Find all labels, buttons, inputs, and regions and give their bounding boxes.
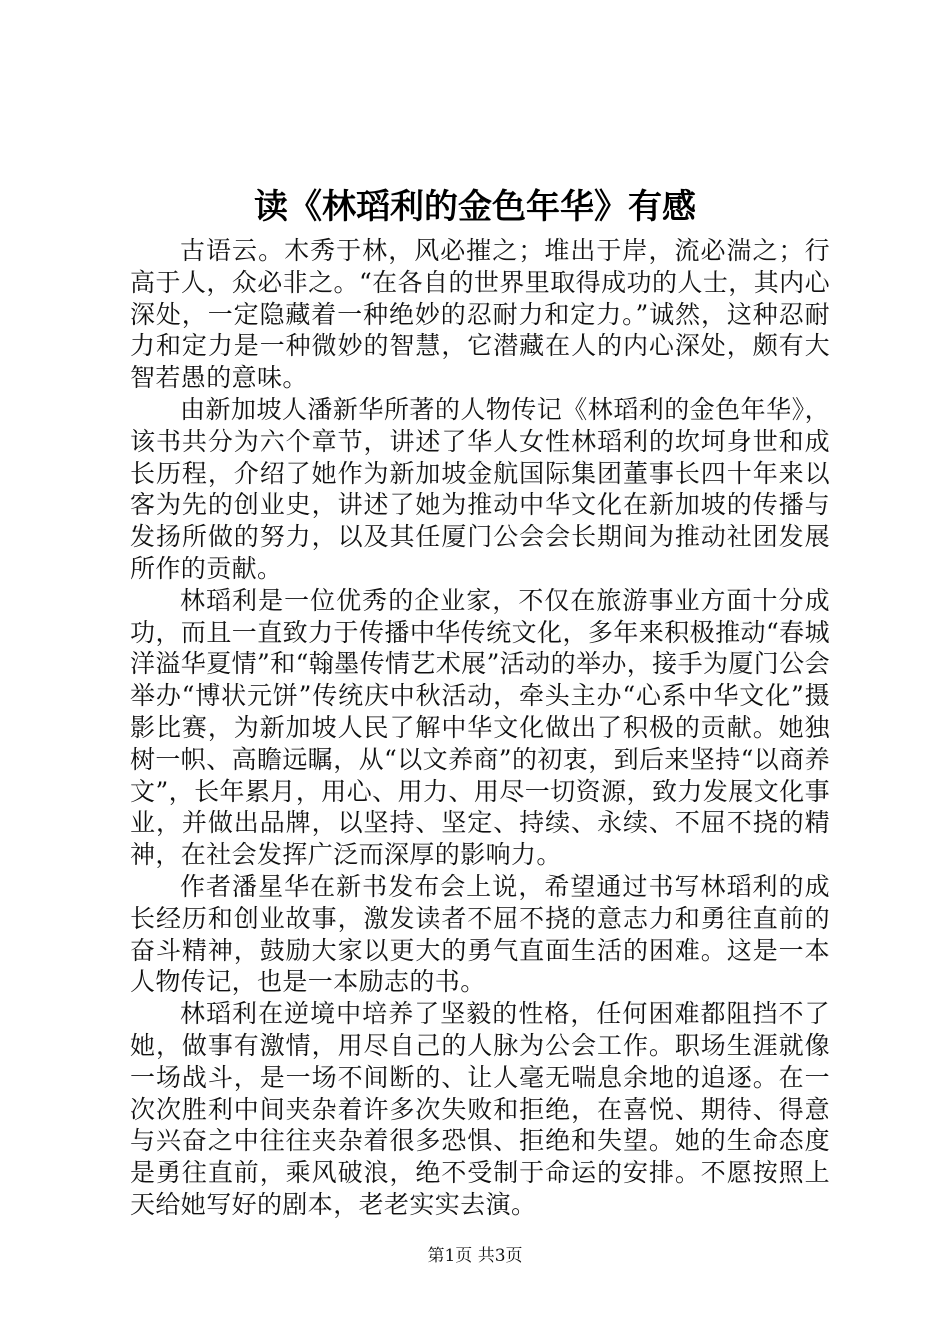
paragraph-2: 由新加坡人潘新华所著的人物传记《林瑫利的金色年华》，该书共分为六个章节，讲述了华人女性林瑫利的坎坷身世和成长历程，介绍了她作为新加坡金航国际集团董事长四十年来以客为先的创业史，讲述了她为推动中华文化在新加坡的传播与发扬所做的努力，以及其任厦门公会会长期间为推动社团发展所作的贡献。 [130,394,830,583]
document-body [130,235,830,1221]
document-title: 读《林瑫利的金色年华》有感 [254,187,696,227]
page-indicator: 第1页 共3页 [427,1246,523,1266]
page-footer [0,1244,950,1268]
paragraph-5: 林瑫利在逆境中培养了坚毅的性格，任何困难都阻挡不了她，做事有激情，用尽自己的人脉为公会工作。职场生涯就像一场战斗，是一场不间断的、让人毫无喘息余地的追逐。在一次次胜利中间夹杂着许多次失败和拒绝，在喜悦、期待、得意与兴奋之中往往夹杂着很多恐惧、拒绝和失望。她的生命态度是勇往直前，乘风破浪，绝不受制于命运的安排。不愿按照上天给她写好的剧本，老老实实去演。 [130,999,830,1219]
paragraph-3: 林瑫利是一位优秀的企业家，不仅在旅游事业方面十分成功，而且一直致力于传播中华传统文化，多年来积极推动“春城洋溢华夏情”和“翰墨传情艺术展”活动的举办，接手为厦门公会举办“博状元饼”传统庆中秋活动，牵头主办“心系中华文化”摄影比赛，为新加坡人民了解中华文化做出了积极的贡献。她独树一帜、高瞻远瞩，从“以文养商”的初衷，到后来坚持“以商养文”，长年累月，用心、用力、用尽一切资源，致力发展文化事业，并做出品牌，以坚持、坚定、持续、永续、不屈不挠的精神，在社会发挥广泛而深厚的影响力。 [130,585,830,870]
paragraph-4: 作者潘星华在新书发布会上说，希望通过书写林瑫利的成长经历和创业故事，激发读者不屈不挠的意志力和勇往直前的奋斗精神，鼓励大家以更大的勇气直面生活的困难。这是一本人物传记，也是一本励志的书。 [130,871,830,997]
paragraph-1: 古语云。木秀于林，风必摧之；堆出于岸，流必湍之；行高于人，众必非之。“在各自的世界里取得成功的人士，其内心深处，一定隐藏着一种绝妙的忍耐力和定力。”诚然，这种忍耐力和定力是一种微妙的智慧，它潜藏在人的内心深处，颇有大智若愚的意味。 [130,236,830,393]
